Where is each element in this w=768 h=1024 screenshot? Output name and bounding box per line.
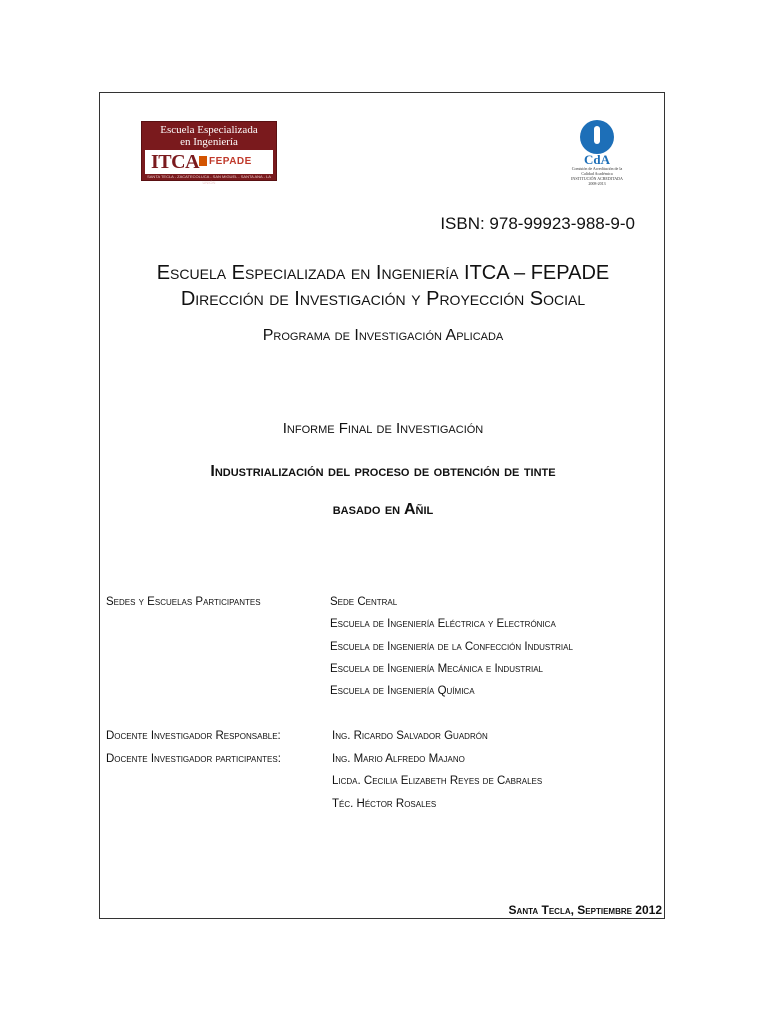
- cda-logo: [570, 118, 624, 192]
- docente-participantes-label: Docente Investigador participantes:: [106, 752, 281, 765]
- itca-logo-footer: SANTA TECLA - ZACATECOLUCA - SAN MIGUEL - SANTA ANA - LA UNIÓN: [147, 174, 271, 185]
- itca-logo-name: ITCA: [151, 151, 200, 173]
- cda-logo-caption: Comisión de Acreditación de la Calidad Académica INSTITUCIÓN ACREDITADA 2008-2013: [571, 166, 623, 186]
- sede-item: Sede Central: [330, 596, 398, 608]
- report-type: Informe Final de Investigación: [282, 420, 484, 437]
- itca-logo-line2: en Ingeniería: [180, 136, 238, 148]
- sedes-list: [330, 594, 573, 705]
- docentes-names: [332, 728, 542, 818]
- sede-item: Escuela de Ingeniería Química: [330, 685, 475, 698]
- institution-heading: [100, 260, 666, 312]
- program-name: Programa de Investigación Aplicada: [262, 327, 504, 344]
- fepade-icon: [199, 156, 207, 166]
- place-date: Santa Tecla, Septiembre 2012: [508, 903, 662, 917]
- itca-logo-band: [145, 150, 273, 174]
- institution-line1: Escuela Especializada en Ingeniería ITCA – FEPADE: [156, 262, 610, 284]
- sedes-label: Sedes y Escuelas Participantes: [106, 596, 261, 608]
- institution-line2: Dirección de Investigación y Proyección Social: [180, 288, 586, 310]
- sede-item: Escuela de Ingeniería de la Confección Industrial: [330, 640, 573, 653]
- itca-logo: [141, 121, 277, 185]
- docentes-labels: [106, 728, 281, 773]
- docente-name: Licda. Cecilia Elizabeth Reyes de Cabrales: [332, 775, 543, 787]
- docente-name: Téc. Héctor Rosales: [332, 797, 437, 810]
- docente-responsable-label: Docente Investigador Responsable:: [106, 730, 281, 742]
- fepade-logo-text: FEPADE: [209, 156, 252, 167]
- itca-logo-heading: [142, 122, 276, 149]
- report-title-line1: Industrialización del proceso de obtención de tinte: [210, 463, 556, 480]
- itca-logo-line1: Escuela Especializada: [160, 124, 258, 136]
- cda-logo-name: CdA: [583, 152, 610, 167]
- sede-item: Escuela de Ingeniería Eléctrica y Electrónica: [330, 618, 556, 631]
- report-title: [100, 453, 666, 529]
- docente-name: Ing. Ricardo Salvador Guadrón: [332, 730, 488, 742]
- isbn: ISBN: 978-99923-988-9-0: [440, 214, 635, 233]
- docente-name: Ing. Mario Alfredo Majano: [332, 752, 465, 765]
- flame-icon: [594, 126, 600, 144]
- sede-item: Escuela de Ingeniería Mecánica e Industrial: [330, 662, 543, 675]
- report-title-line2: basado en Añil: [332, 501, 434, 518]
